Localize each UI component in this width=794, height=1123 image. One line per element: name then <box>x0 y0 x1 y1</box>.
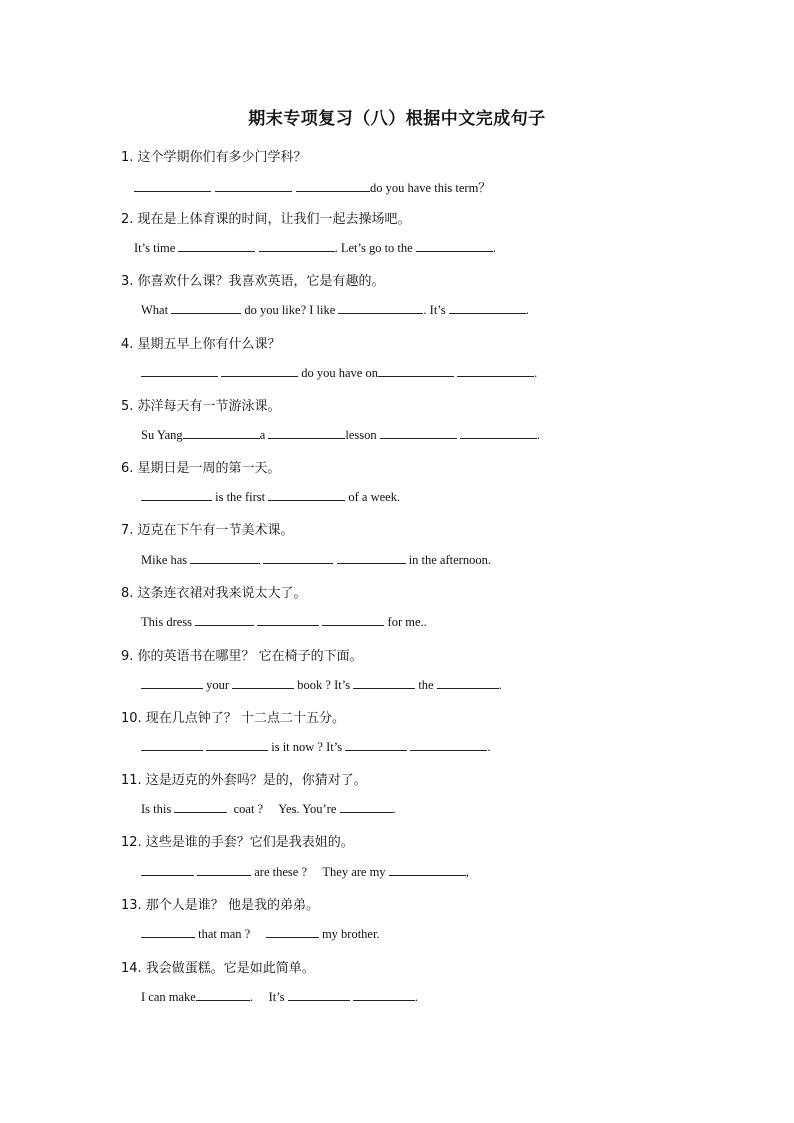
answer-text: Mike has <box>141 553 191 567</box>
answer-text: This dress <box>141 615 196 629</box>
blank[interactable] <box>288 989 350 1001</box>
answer-text: do you have on <box>298 366 378 380</box>
blank[interactable] <box>437 677 499 689</box>
answer-line-4: do you have on . <box>141 365 537 381</box>
blank[interactable] <box>141 739 203 751</box>
answer-text: book ? It’s <box>294 678 354 692</box>
question-12: 12. 这些是谁的手套？它们是我表姐的。 <box>121 835 354 850</box>
answer-text: my brother. <box>318 927 380 941</box>
answer-line-11: Is this coat ? Yes. You’re . <box>141 802 396 816</box>
blank[interactable] <box>257 614 319 626</box>
blank[interactable] <box>410 739 487 751</box>
blank[interactable] <box>389 864 466 876</box>
answer-text: a <box>259 428 269 442</box>
blank[interactable] <box>215 180 292 192</box>
question-1: 1. 这个学期你们有多少门学科？ <box>121 150 307 165</box>
answer-text: are these ? They are my <box>251 865 389 879</box>
answer-line-13 <box>141 926 380 942</box>
answer-text: . Let’s go to the <box>334 241 416 255</box>
answer-line-5: Su Yang a lesson . <box>141 428 540 442</box>
blank[interactable] <box>268 427 345 439</box>
answer-text: in the afternoon. <box>405 553 491 567</box>
blank[interactable] <box>449 302 526 314</box>
answer-line-6 <box>141 489 400 505</box>
blank[interactable] <box>134 180 211 192</box>
blank[interactable] <box>195 614 254 626</box>
question-8: 8. 这条连衣裙对我来说太大了。 <box>121 586 307 601</box>
question-11: 11. 这是迈克的外套吗？是的，你猜对了。 <box>121 773 367 788</box>
blank[interactable] <box>206 739 268 751</box>
blank[interactable] <box>268 489 345 501</box>
answer-line-9: your book ? It’s the . <box>141 677 502 693</box>
question-2: 2. 现在是上体育课的时间，让我们一起去操场吧。 <box>121 212 411 227</box>
blank[interactable] <box>174 801 227 813</box>
blank[interactable] <box>353 989 415 1001</box>
blank[interactable] <box>378 365 454 377</box>
answer-text: that man ? <box>195 927 266 941</box>
blank[interactable] <box>266 926 319 938</box>
answer-text: Is this <box>141 802 175 816</box>
answer-line-14: I can make . It’s . <box>141 990 418 1004</box>
blank[interactable] <box>340 801 393 813</box>
answer-line-8 <box>141 614 427 630</box>
answer-line-3 <box>141 302 529 318</box>
answer-text: I can make <box>141 990 196 1004</box>
answer-text: lesson <box>345 428 380 442</box>
answer-text: coat ? Yes. You’re <box>227 802 340 816</box>
blank[interactable] <box>221 365 298 377</box>
answer-text: What <box>141 303 172 317</box>
answer-text: do you like? I like <box>241 303 339 317</box>
blank[interactable] <box>141 677 203 689</box>
blank[interactable] <box>338 302 423 314</box>
blank[interactable] <box>190 552 260 564</box>
answer-text: . <box>492 241 496 255</box>
question-10: 10. 现在几点钟了？ 十二点二十五分。 <box>121 711 345 726</box>
blank[interactable] <box>457 365 534 377</box>
answer-text: is the first <box>212 490 269 504</box>
blank[interactable] <box>322 614 384 626</box>
question-6: 6. 星期日是一周的第一天。 <box>121 461 281 476</box>
answer-text: the <box>415 678 437 692</box>
blank[interactable] <box>197 864 251 876</box>
blank[interactable] <box>178 240 255 252</box>
answer-text: is it now ? It’s <box>268 740 346 754</box>
answer-text: . It’s <box>423 303 449 317</box>
answer-line-12: are these ? They are my , <box>141 864 469 880</box>
blank[interactable] <box>259 240 335 252</box>
answer-text: of a week. <box>345 490 401 504</box>
blank[interactable] <box>196 989 250 1001</box>
question-13: 13. 那个人是谁？ 他是我的弟弟。 <box>121 898 319 913</box>
question-9: 9. 你的英语书在哪里？ 它在椅子的下面。 <box>121 649 363 664</box>
answer-line-1 <box>134 178 491 196</box>
blank[interactable] <box>171 302 241 314</box>
blank[interactable] <box>141 365 218 377</box>
answer-text: . It’s <box>249 990 288 1004</box>
question-3: 3. 你喜欢什么课？我喜欢英语，它是有趣的。 <box>121 274 385 289</box>
page-title: 期末专项复习（八）根据中文完成句子 <box>248 109 546 129</box>
answer-text: Su Yang <box>141 428 183 442</box>
answer-text: do you have this term？ <box>370 181 491 195</box>
blank[interactable] <box>183 427 260 439</box>
blank[interactable] <box>141 864 194 876</box>
blank[interactable] <box>460 427 537 439</box>
blank[interactable] <box>345 739 407 751</box>
answer-line-10: is it now ? It’s . <box>141 739 490 755</box>
blank[interactable] <box>353 677 415 689</box>
question-4: 4. 星期五早上你有什么课？ <box>121 337 281 352</box>
blank[interactable] <box>296 180 370 192</box>
blank[interactable] <box>337 552 406 564</box>
answer-line-2 <box>134 240 496 256</box>
blank[interactable] <box>141 926 195 938</box>
blank[interactable] <box>232 677 294 689</box>
answer-text: for me.. <box>384 615 427 629</box>
answer-line-7 <box>141 552 491 568</box>
blank[interactable] <box>263 552 333 564</box>
blank[interactable] <box>416 240 493 252</box>
answer-text: your <box>203 678 233 692</box>
answer-text: It’s time <box>134 241 179 255</box>
question-14: 14. 我会做蛋糕。它是如此简单。 <box>121 961 315 976</box>
question-5: 5. 苏洋每天有一节游泳课。 <box>121 399 281 414</box>
blank[interactable] <box>380 427 457 439</box>
blank[interactable] <box>141 489 212 501</box>
answer-text: . <box>525 303 529 317</box>
question-7: 7. 迈克在下午有一节美术课。 <box>121 523 294 538</box>
